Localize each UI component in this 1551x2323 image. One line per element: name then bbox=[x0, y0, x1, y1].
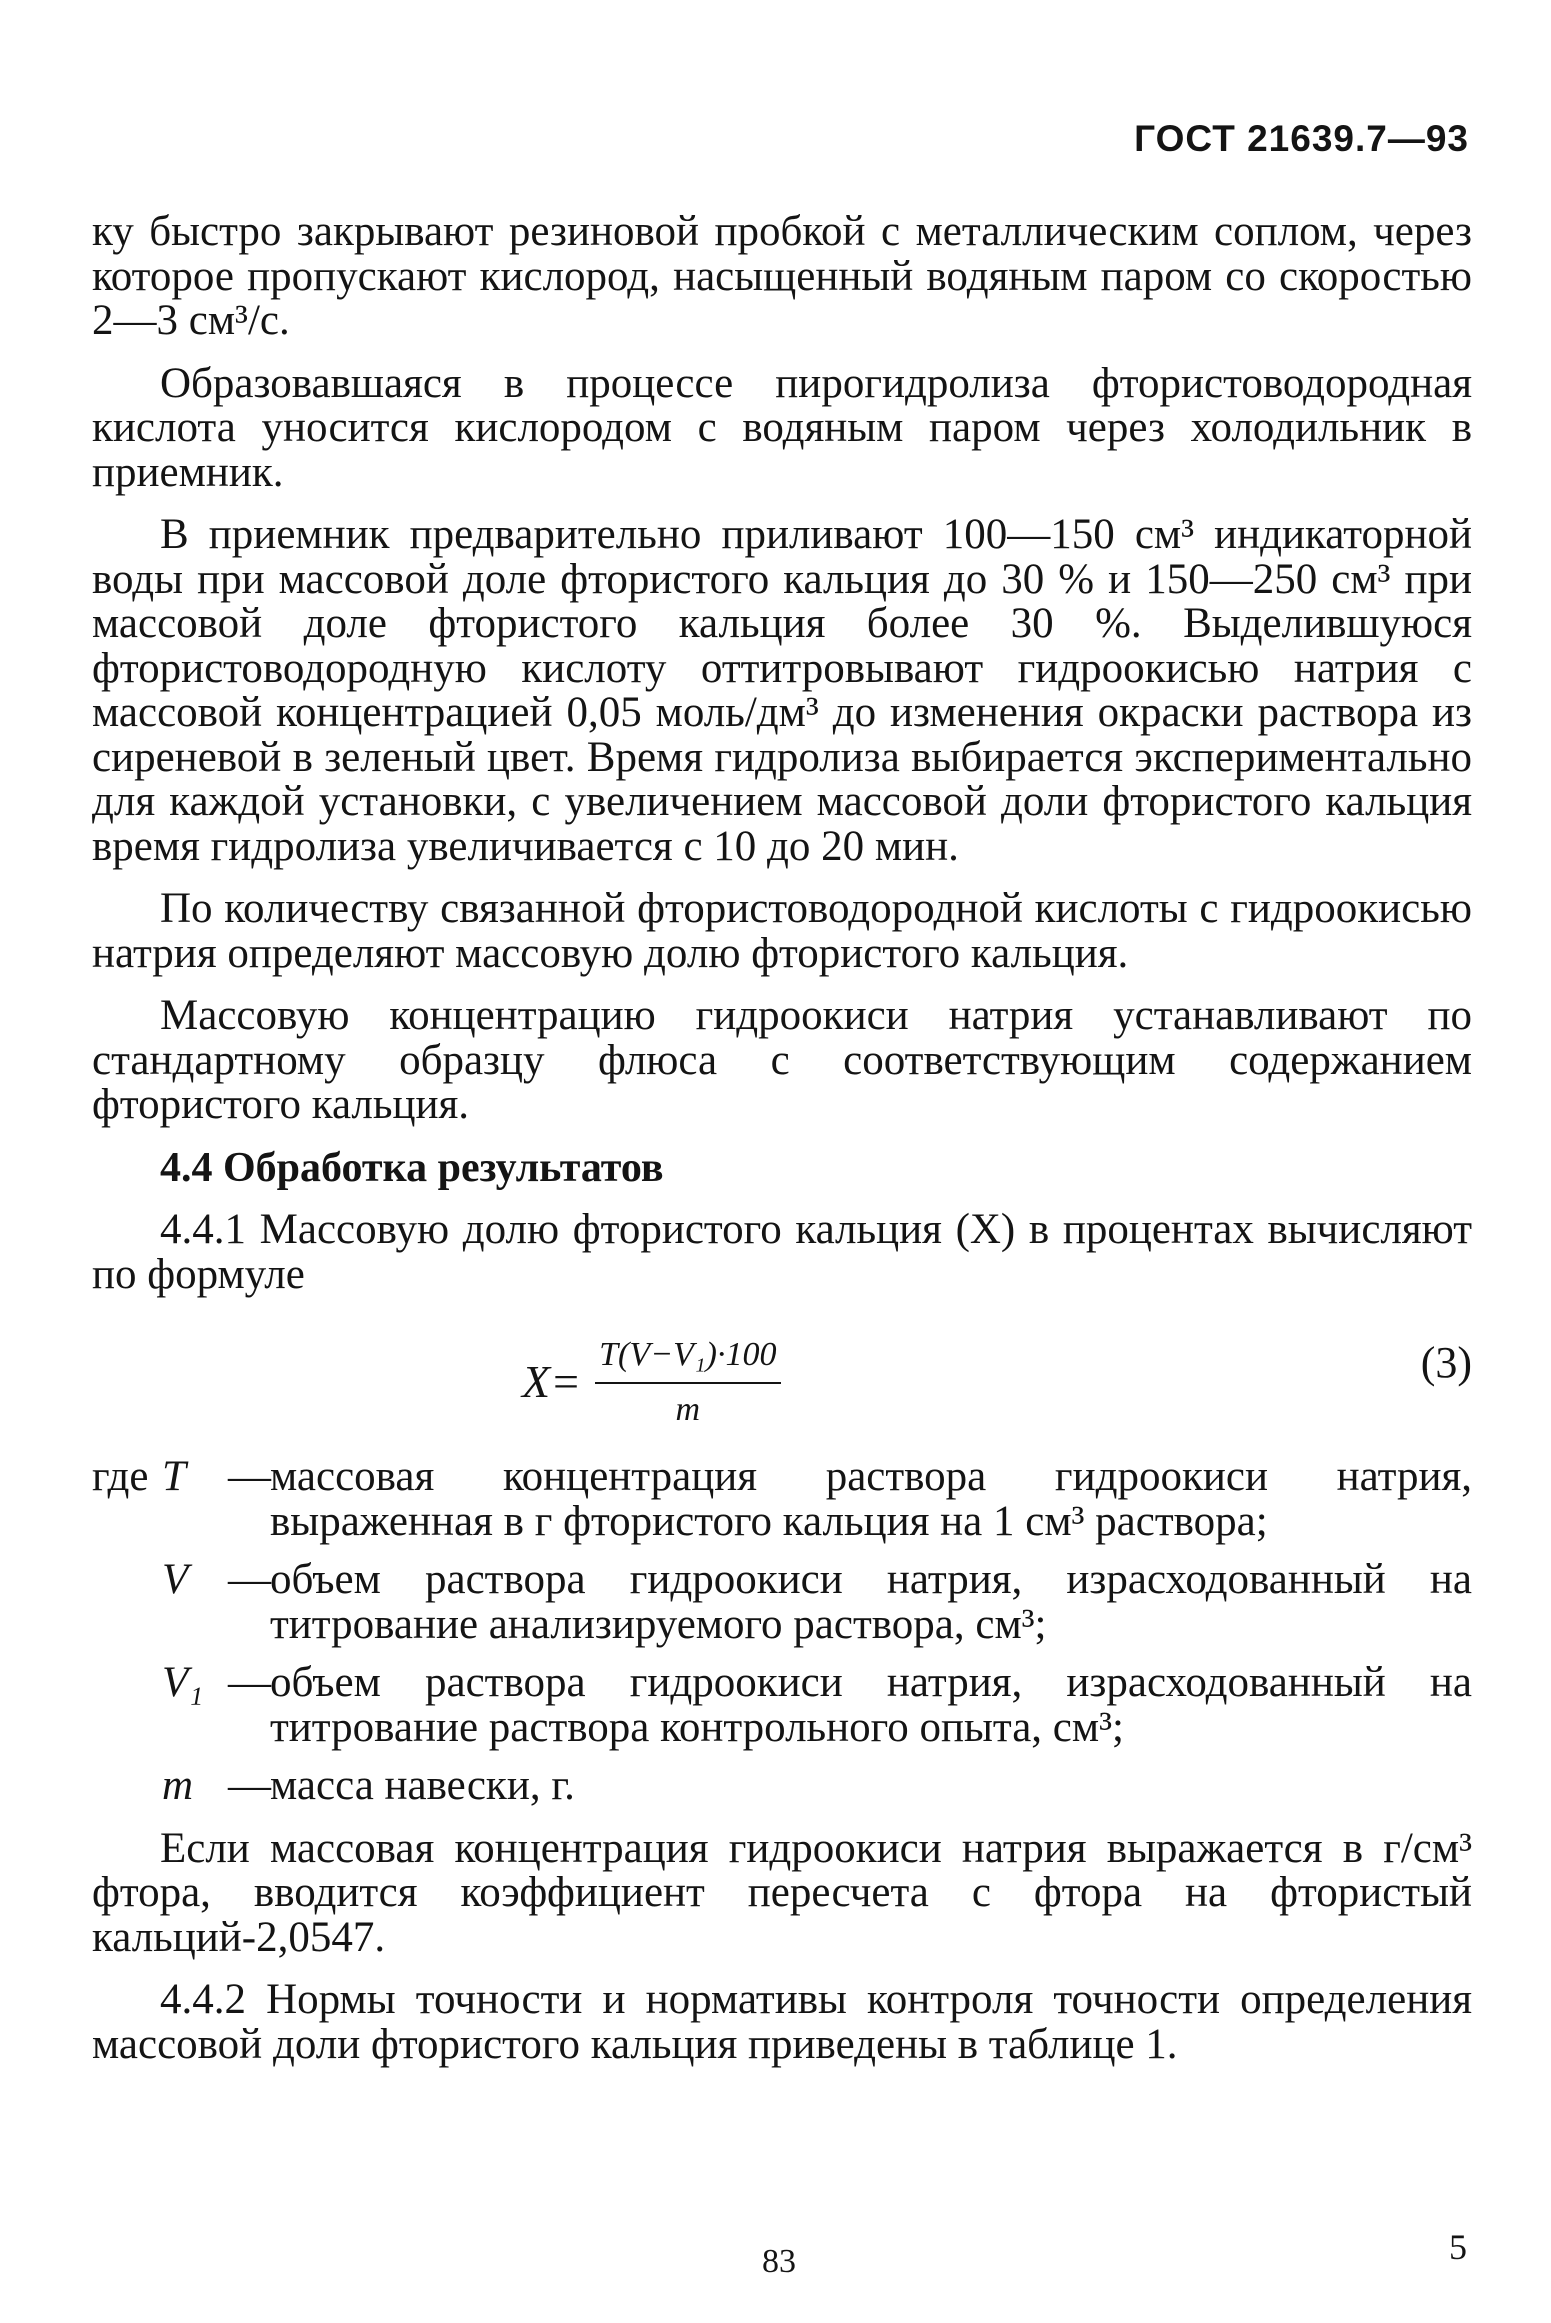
formula-legend bbox=[92, 1455, 1472, 1809]
paragraph-continuation: ку быстро закрывают резиновой пробкой с металлическим соплом, через которое пропускают кислород, насыщенный водяным паром со скоростью 2—3 см³/с. bbox=[92, 208, 1472, 344]
legend-dash: — bbox=[228, 1659, 271, 1706]
legend-symbol: V₁ bbox=[162, 1659, 204, 1706]
legend-dash: — bbox=[228, 1453, 271, 1500]
section-heading: 4.4 Обработка результатов bbox=[160, 1144, 664, 1191]
legend-description: массовая концентрация раствора гидроокиси натрия, выраженная в г фтористого кальция на 1 см³ раствора; bbox=[270, 1453, 1472, 1545]
paragraph-4-4-2: 4.4.2 Нормы точности и нормативы контроля точности определения массовой доли фтористого кальция приведены в таблице 1. bbox=[92, 1976, 1472, 2068]
legend-description: объем раствора гидроокиси натрия, израсходованный на титрование анализируемого раствора, см³; bbox=[270, 1556, 1472, 1648]
legend-row bbox=[92, 1661, 1472, 1750]
standard-header: ГОСТ 21639.7—93 bbox=[1134, 118, 1469, 159]
paragraph-conversion: Если массовая концентрация гидроокиси натрия выражается в г/см³ фтора, вводится коэффициент пересчета с фтора на фтористый кальций-2,0547. bbox=[92, 1824, 1472, 1961]
equation-number: (3) bbox=[1420, 1338, 1472, 1387]
legend-symbol: m bbox=[162, 1762, 194, 1809]
legend-symbol: T bbox=[162, 1453, 186, 1500]
formula bbox=[522, 1333, 781, 1432]
legend-description: масса навески, г. bbox=[270, 1762, 575, 1809]
paragraph-receiver: В приемник предварительно приливают 100—150 см³ индикаторной воды при массовой доле фтористого кальция до 30 % и 150—250 см³ при массовой доле фтористого кальция более 30 %. Выделившуюся фтористоводородную кислоту оттитровывают гидроокисью натрия с массовой концентрацией 0,05 моль/дм³ до изменения окраски раствора из сиреневой в зеленый цвет. Время гидролиза выбирается экспериментально для каждой установки, с увеличением массовой доли фтористого кальция время гидролиза увеличивается с 10 до 20 мин. bbox=[92, 511, 1472, 870]
formula-fraction bbox=[595, 1333, 780, 1432]
paragraph-4-4-1: 4.4.1 Массовую долю фтористого кальция (X) в процентах вычисляют по формуле bbox=[92, 1206, 1472, 1298]
legend-lead: где bbox=[92, 1453, 149, 1500]
page-number: 83 bbox=[762, 2243, 796, 2280]
formula-numerator: T(V−V₁)·100 bbox=[595, 1333, 780, 1384]
legend-row bbox=[92, 1764, 1472, 1809]
legend-description: объем раствора гидроокиси натрия, израсходованный на титрование раствора контрольного опыта, см³; bbox=[270, 1659, 1472, 1751]
legend-dash: — bbox=[228, 1556, 271, 1603]
legend-symbol: V bbox=[162, 1556, 189, 1603]
formula-lhs: X= bbox=[522, 1356, 582, 1408]
legend-row bbox=[92, 1455, 1472, 1544]
legend-row bbox=[92, 1558, 1472, 1647]
formula-denominator: m bbox=[675, 1390, 701, 1428]
legend-dash: — bbox=[228, 1762, 271, 1809]
paragraph-concentration: Массовую концентрацию гидроокиси натрия устанавливают по стандартному образцу флюса с соответствующим содержанием фтористого кальция. bbox=[92, 992, 1472, 1128]
document-body bbox=[92, 210, 1472, 2085]
paragraph-pyrohydrolysis: Образовавшаяся в процессе пирогидролиза фтористоводородная кислота уносится кислородом с водяным паром через холодильник в приемник. bbox=[92, 359, 1472, 496]
sheet-number: 5 bbox=[1449, 2227, 1467, 2267]
formula-block bbox=[92, 1315, 1472, 1445]
paragraph-determination: По количеству связанной фтористоводородной кислоты с гидроокисью натрия определяют массовую долю фтористого кальция. bbox=[92, 885, 1472, 977]
